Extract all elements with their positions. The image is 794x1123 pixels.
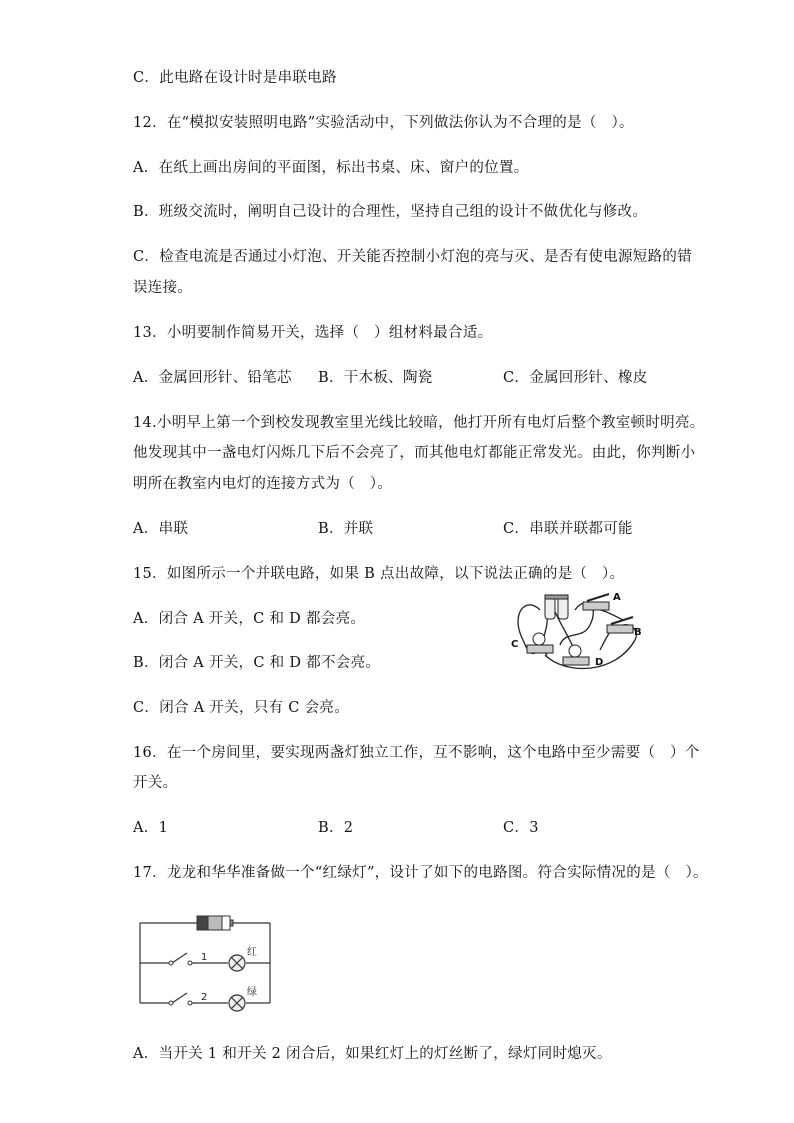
q17-option-a: A．当开关 1 和开关 2 闭合后，如果红灯上的灯丝断了，绿灯同时熄灭。: [133, 1046, 612, 1062]
q14-option-a: A．串联: [133, 521, 189, 537]
fig15-label-a: A: [613, 592, 621, 603]
fig17-green-label: 绿: [247, 987, 257, 998]
fig15-label-d: D: [595, 657, 604, 668]
q12-stem: 12．在“模拟安装照明电路”实验活动中，下列做法你认为不合理的是（ ）。: [133, 115, 634, 131]
q15-option-c: C．闭合 A 开关，只有 C 会亮。: [133, 700, 349, 716]
q12-option-c-line1: C．检查电流是否通过小灯泡、开关能否控制小灯泡的亮与灭、是否有使电源短路的错: [133, 249, 692, 265]
q16-option-c: C．3: [503, 820, 539, 836]
q12-option-a: A．在纸上画出房间的平面图，标出书桌、床、窗户的位置。: [133, 160, 529, 176]
q13-option-c: C．金属回形针、橡皮: [503, 370, 648, 386]
fig17-switch-2-label: 2: [201, 992, 208, 1003]
q14-stem-line3: 明所在教室内电灯的连接方式为（ ）。: [133, 476, 393, 492]
q12-option-b: B．班级交流时，阐明自己设计的合理性，坚持自己组的设计不做优化与修改。: [133, 204, 648, 220]
q14-option-c: C．串联并联都可能: [503, 521, 633, 537]
q13-stem: 13．小明要制作简易开关，选择（ ）组材料最合适。: [133, 325, 493, 341]
q15-option-b: B．闭合 A 开关，C 和 D 都不会亮。: [133, 655, 381, 671]
q14-stem-line2: 他发现其中一盏电灯闪烁几下后不会亮了，而其他电灯都能正常发光。由此，你判断小: [133, 445, 696, 461]
q16-option-b: B．2: [318, 820, 354, 836]
fig17-red-label: 红: [247, 947, 257, 958]
q17-stem: 17．龙龙和华华准备做一个“红绿灯”，设计了如下的电路图。符合实际情况的是（ ）。: [133, 865, 708, 881]
q16-stem-line1: 16．在一个房间里，要实现两盏灯独立工作，互不影响，这个电路中至少需要（ ）个: [133, 745, 700, 761]
q14-option-b: B．并联: [318, 521, 374, 537]
q12-option-c-line2: 误连接。: [133, 280, 193, 296]
q17-circuit-diagram: [135, 908, 280, 1013]
fig15-label-b: B: [634, 627, 642, 638]
q13-option-a: A．金属回形针、铅笔芯: [133, 370, 292, 386]
q16-option-a: A．1: [133, 820, 169, 836]
q14-stem-line1: 14.小明早上第一个到校发现教室里光线比较暗，他打开所有电灯后整个教室顿时明亮。: [133, 415, 705, 431]
q16-stem-line2: 开关。: [133, 775, 178, 791]
fig17-switch-1-label: 1: [201, 952, 208, 963]
q13-option-b: B．干木板、陶瓷: [318, 370, 433, 386]
q15-option-a: A．闭合 A 开关，C 和 D 都会亮。: [133, 611, 366, 627]
fig15-label-c: C: [511, 639, 519, 650]
q15-stem: 15．如图所示一个并联电路，如果 B 点出故障，以下说法正确的是（ ）。: [133, 566, 625, 582]
q11-option-c: C．此电路在设计时是串联电路: [133, 70, 337, 86]
q15-circuit-figure: [505, 585, 645, 677]
